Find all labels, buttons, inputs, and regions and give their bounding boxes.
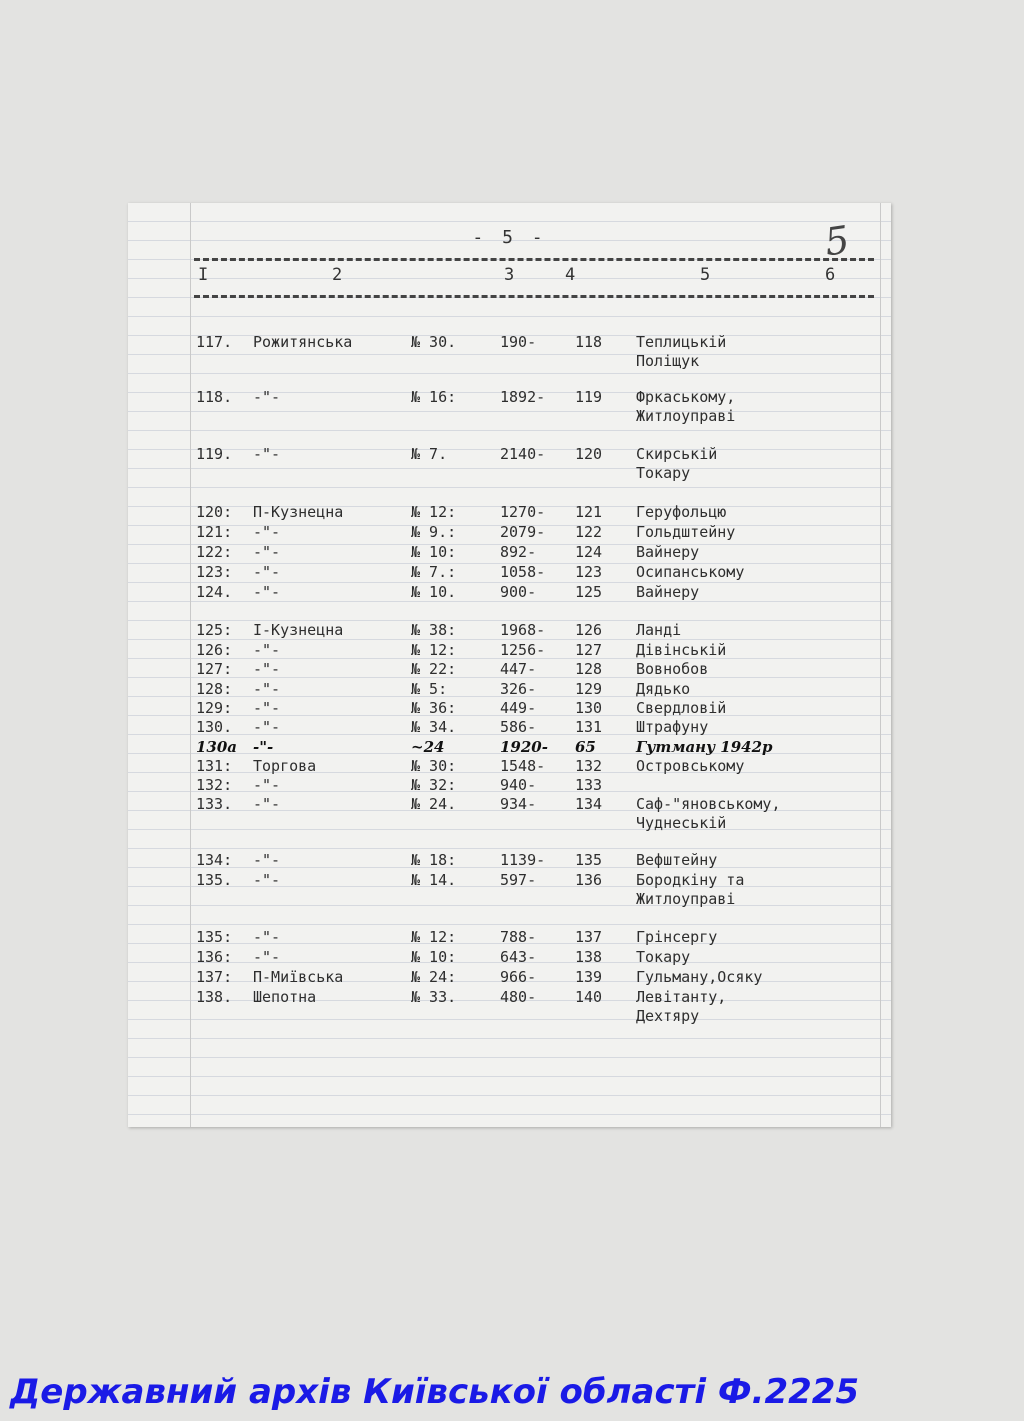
recipient-name: Вайнеру bbox=[636, 583, 700, 601]
house-number: № 24. bbox=[411, 795, 457, 813]
row-number: 134: bbox=[196, 851, 233, 869]
area-value: 190- bbox=[500, 333, 537, 351]
column-header-1: I bbox=[198, 265, 209, 285]
recipient-name: Грінсергу bbox=[636, 928, 718, 946]
street-name: -"- bbox=[253, 523, 281, 541]
recipient-name: Бородкіну та bbox=[636, 871, 745, 889]
row-number: 135: bbox=[196, 928, 233, 946]
recipient-name: Токару bbox=[636, 948, 691, 966]
house-number: № 38: bbox=[411, 621, 457, 639]
area-value: 934- bbox=[500, 795, 537, 813]
house-number: № 10: bbox=[411, 543, 457, 561]
reference-number: 140 bbox=[575, 988, 603, 1006]
reference-number: 119 bbox=[575, 388, 603, 406]
recipient-name-continued: Чуднеській bbox=[636, 814, 727, 832]
recipient-name: Островському bbox=[636, 757, 745, 775]
row-number: 133. bbox=[196, 795, 233, 813]
header-dashed-rule bbox=[194, 295, 874, 298]
reference-number: 134 bbox=[575, 795, 603, 813]
recipient-name: Геруфольцю bbox=[636, 503, 727, 521]
area-value: 447- bbox=[500, 660, 537, 678]
reference-number: 118 bbox=[575, 333, 603, 351]
recipient-name-continued: Житлоуправі bbox=[636, 407, 736, 425]
house-number: № 22: bbox=[411, 660, 457, 678]
row-number: 119. bbox=[196, 445, 233, 463]
reference-number: 126 bbox=[575, 621, 603, 639]
street-name: П-Миївська bbox=[253, 968, 344, 986]
house-number: № 12: bbox=[411, 503, 457, 521]
house-number: № 30. bbox=[411, 333, 457, 351]
row-number: 131: bbox=[196, 757, 233, 775]
house-number: № 34. bbox=[411, 718, 457, 736]
house-number: № 32: bbox=[411, 776, 457, 794]
street-name: -"- bbox=[253, 928, 281, 946]
reference-number: 138 bbox=[575, 948, 603, 966]
right-margin-line bbox=[880, 203, 881, 1127]
row-number: 120: bbox=[196, 503, 233, 521]
area-value: 1139- bbox=[500, 851, 546, 869]
recipient-name: Гольдштейну bbox=[636, 523, 736, 541]
document-page bbox=[128, 203, 891, 1127]
street-name: -"- bbox=[253, 795, 281, 813]
street-name: -"- bbox=[253, 543, 281, 561]
house-number: № 16: bbox=[411, 388, 457, 406]
house-number: № 7.: bbox=[411, 563, 457, 581]
recipient-name: Левітанту, bbox=[636, 988, 727, 1006]
row-number: 130а bbox=[196, 738, 238, 756]
area-value: 1920- bbox=[500, 738, 548, 756]
reference-number: 133 bbox=[575, 776, 603, 794]
area-value: 1270- bbox=[500, 503, 546, 521]
street-name: -"- bbox=[253, 641, 281, 659]
row-number: 132: bbox=[196, 776, 233, 794]
row-number: 136: bbox=[196, 948, 233, 966]
row-number: 123: bbox=[196, 563, 233, 581]
top-dashed-rule bbox=[194, 258, 874, 261]
house-number: № 5: bbox=[411, 680, 448, 698]
row-number: 122: bbox=[196, 543, 233, 561]
area-value: 480- bbox=[500, 988, 537, 1006]
page-number: - 5 - bbox=[472, 227, 547, 248]
row-number: 117. bbox=[196, 333, 233, 351]
house-number: № 18: bbox=[411, 851, 457, 869]
column-header-6: 6 bbox=[825, 265, 836, 285]
reference-number: 128 bbox=[575, 660, 603, 678]
street-name: -"- bbox=[253, 388, 281, 406]
row-number: 129: bbox=[196, 699, 233, 717]
recipient-name: Фркаському, bbox=[636, 388, 736, 406]
recipient-name: Дядько bbox=[636, 680, 691, 698]
house-number: № 9.: bbox=[411, 523, 457, 541]
street-name: -"- bbox=[253, 738, 274, 756]
area-value: 597- bbox=[500, 871, 537, 889]
street-name: -"- bbox=[253, 699, 281, 717]
reference-number: 136 bbox=[575, 871, 603, 889]
recipient-name: Гутману 1942р bbox=[636, 738, 773, 756]
recipient-name: Скирській bbox=[636, 445, 718, 463]
recipient-name: Теплицькій bbox=[636, 333, 727, 351]
area-value: 586- bbox=[500, 718, 537, 736]
archive-caption: Державний архів Київської області Ф.2225 bbox=[10, 1372, 860, 1412]
reference-number: 125 bbox=[575, 583, 603, 601]
reference-number: 132 bbox=[575, 757, 603, 775]
house-number: № 33. bbox=[411, 988, 457, 1006]
street-name: -"- bbox=[253, 680, 281, 698]
row-number: 124. bbox=[196, 583, 233, 601]
reference-number: 120 bbox=[575, 445, 603, 463]
area-value: 1256- bbox=[500, 641, 546, 659]
reference-number: 135 bbox=[575, 851, 603, 869]
reference-number: 123 bbox=[575, 563, 603, 581]
house-number: № 10. bbox=[411, 583, 457, 601]
recipient-name: Гульману,Осяку bbox=[636, 968, 763, 986]
house-number: № 7. bbox=[411, 445, 448, 463]
reference-number: 65 bbox=[575, 738, 596, 756]
street-name: П-Кузнецна bbox=[253, 503, 344, 521]
area-value: 1548- bbox=[500, 757, 546, 775]
recipient-name: Вефштейну bbox=[636, 851, 718, 869]
area-value: 788- bbox=[500, 928, 537, 946]
reference-number: 131 bbox=[575, 718, 603, 736]
recipient-name: Ланді bbox=[636, 621, 682, 639]
recipient-name: Саф-"яновському, bbox=[636, 795, 781, 813]
house-number: № 24: bbox=[411, 968, 457, 986]
row-number: 125: bbox=[196, 621, 233, 639]
area-value: 2140- bbox=[500, 445, 546, 463]
reference-number: 127 bbox=[575, 641, 603, 659]
column-header-3: 3 bbox=[504, 265, 515, 285]
row-number: 126: bbox=[196, 641, 233, 659]
row-number: 130. bbox=[196, 718, 233, 736]
column-header-2: 2 bbox=[332, 265, 343, 285]
left-margin-line bbox=[190, 203, 191, 1127]
recipient-name: Свердловій bbox=[636, 699, 727, 717]
house-number: № 36: bbox=[411, 699, 457, 717]
house-number: № 12: bbox=[411, 928, 457, 946]
row-number: 128: bbox=[196, 680, 233, 698]
street-name: -"- bbox=[253, 776, 281, 794]
recipient-name-continued: Поліщук bbox=[636, 352, 700, 370]
row-number: 127: bbox=[196, 660, 233, 678]
row-number: 137: bbox=[196, 968, 233, 986]
street-name: -"- bbox=[253, 948, 281, 966]
recipient-name-continued: Житлоуправі bbox=[636, 890, 736, 908]
row-number: 118. bbox=[196, 388, 233, 406]
area-value: 2079- bbox=[500, 523, 546, 541]
recipient-name: Вовнобов bbox=[636, 660, 709, 678]
house-number: № 10: bbox=[411, 948, 457, 966]
recipient-name: Дівінській bbox=[636, 641, 727, 659]
street-name: -"- bbox=[253, 563, 281, 581]
house-number: ~24 bbox=[411, 738, 445, 756]
street-name: -"- bbox=[253, 583, 281, 601]
street-name: -"- bbox=[253, 445, 281, 463]
recipient-name-continued: Токару bbox=[636, 464, 691, 482]
recipient-name: Осипанському bbox=[636, 563, 745, 581]
street-name: І-Кузнецна bbox=[253, 621, 344, 639]
handwritten-sheet-number: 5 bbox=[822, 217, 853, 265]
recipient-name-continued: Дехтяру bbox=[636, 1007, 700, 1025]
area-value: 892- bbox=[500, 543, 537, 561]
reference-number: 130 bbox=[575, 699, 603, 717]
row-number: 135. bbox=[196, 871, 233, 889]
reference-number: 121 bbox=[575, 503, 603, 521]
area-value: 940- bbox=[500, 776, 537, 794]
street-name: Рожитянська bbox=[253, 333, 353, 351]
column-header-4: 4 bbox=[565, 265, 576, 285]
column-header-5: 5 bbox=[700, 265, 711, 285]
reference-number: 129 bbox=[575, 680, 603, 698]
area-value: 1892- bbox=[500, 388, 546, 406]
reference-number: 122 bbox=[575, 523, 603, 541]
area-value: 966- bbox=[500, 968, 537, 986]
recipient-name: Вайнеру bbox=[636, 543, 700, 561]
reference-number: 124 bbox=[575, 543, 603, 561]
area-value: 326- bbox=[500, 680, 537, 698]
house-number: № 12: bbox=[411, 641, 457, 659]
area-value: 449- bbox=[500, 699, 537, 717]
area-value: 900- bbox=[500, 583, 537, 601]
street-name: Шепотна bbox=[253, 988, 317, 1006]
street-name: -"- bbox=[253, 718, 281, 736]
house-number: № 30: bbox=[411, 757, 457, 775]
street-name: -"- bbox=[253, 660, 281, 678]
recipient-name: Штрафуну bbox=[636, 718, 709, 736]
row-number: 121: bbox=[196, 523, 233, 541]
reference-number: 137 bbox=[575, 928, 603, 946]
street-name: -"- bbox=[253, 871, 281, 889]
area-value: 643- bbox=[500, 948, 537, 966]
street-name: Торгова bbox=[253, 757, 317, 775]
row-number: 138. bbox=[196, 988, 233, 1006]
reference-number: 139 bbox=[575, 968, 603, 986]
street-name: -"- bbox=[253, 851, 281, 869]
area-value: 1058- bbox=[500, 563, 546, 581]
house-number: № 14. bbox=[411, 871, 457, 889]
area-value: 1968- bbox=[500, 621, 546, 639]
